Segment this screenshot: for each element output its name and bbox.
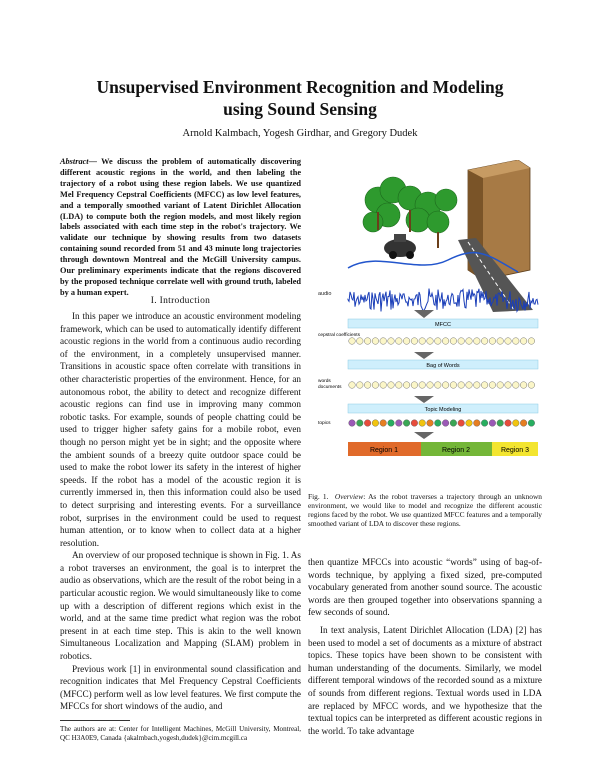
token-circle	[419, 420, 426, 427]
token-circle	[427, 338, 434, 345]
token-circle	[349, 338, 356, 345]
abstract-label: Abstract	[60, 157, 89, 166]
token-circle	[513, 420, 520, 427]
right-column	[308, 556, 542, 737]
cepstral-coefficients-row	[349, 338, 535, 345]
token-circle	[458, 420, 465, 427]
token-circle	[513, 382, 520, 389]
paragraph: then quantize MFCCs into acoustic “words” using of bag-of-words technique, by applying a fixed sized, pre-computed vocabulary generated from another sound source. The acoustic words are then grouped together into observations spanning a few seconds of sound.	[308, 557, 542, 618]
token-circle	[442, 382, 449, 389]
token-circle	[466, 338, 473, 345]
figure-caption	[308, 492, 542, 528]
label-audio: audio	[318, 291, 332, 297]
token-circle	[396, 338, 403, 345]
token-circle	[427, 382, 434, 389]
title-line-1: Unsupervised Environment Recognition and Modeling	[96, 77, 504, 97]
token-circle	[396, 420, 403, 427]
token-circle	[372, 382, 379, 389]
token-circle	[372, 420, 379, 427]
token-circle	[458, 338, 465, 345]
token-circle	[349, 420, 356, 427]
token-circle	[442, 338, 449, 345]
token-circle	[388, 382, 395, 389]
words-row	[349, 382, 535, 389]
token-circle	[349, 382, 356, 389]
bar-topic: Topic Modeling	[424, 407, 462, 413]
token-circle	[481, 338, 488, 345]
authors: Arnold Kalmbach, Yogesh Girdhar, and Gregory Dudek	[182, 128, 418, 139]
region-2-label: Region 2	[441, 447, 471, 454]
bar-bow: Bag of Words	[426, 363, 460, 369]
token-circle	[435, 420, 442, 427]
token-circle	[489, 382, 496, 389]
label-cepstral: cepstral coefficients	[318, 333, 361, 338]
section-heading: I. Introduction	[150, 296, 211, 306]
token-circle	[458, 382, 465, 389]
token-circle	[450, 382, 457, 389]
token-circle	[520, 420, 527, 427]
token-circle	[520, 338, 527, 345]
token-circle	[489, 338, 496, 345]
footnote: The authors are at: Center for Intelligent Machines, McGill University, Montreal, QC H3A0E9, Canada {akalmbach,yogesh,dudek}@cim.mcgill.ca	[60, 725, 301, 742]
token-circle	[427, 420, 434, 427]
token-circle	[357, 382, 364, 389]
token-circle	[380, 420, 387, 427]
paragraph: An overview of our proposed technique is shown in Fig. 1. As a robot traverses an environment, the goal is to interpret the audio as observations, which are the result of the robot being in a particular acoustic region. We would simultaneously like to come up with a description of different regions which exist in the world, and at the same time predict what region was the robot present in at each time step. This is akin to the well known Simultaneous Localization and Mapping (SLAM) problem in robotics.	[60, 550, 301, 662]
region-3-label: Region 3	[500, 447, 530, 454]
token-circle	[364, 338, 371, 345]
paragraph: In text analysis, Latent Dirichlet Allocation (LDA) [2] has been used to model a set of documents as a mixture of abstract topics. These topics have been shown to be consistent with human understanding of the documents. Similarly, we model different temporal windows of the recorded sound as a mixture of sounds from different regions. Textual words used in LDA are replaced by MFCC words, and we hypothesize that the textual topics can be interpreted as different acoustic regions in the world. To take advantage	[308, 624, 542, 736]
token-circle	[396, 382, 403, 389]
token-circle	[435, 338, 442, 345]
robot-icon	[384, 234, 416, 259]
token-circle	[411, 420, 418, 427]
token-circle	[481, 382, 488, 389]
paragraph: In this paper we introduce an acoustic environment modeling framework, which can be used to automatically identify different acoustic regions in the world from a continuous audio recording of the environment, in a completely unsupervised manner. Transitions in acoustic space often correlate with transitions in other characteristic properties of the environment. Hence, for an autonomous robot, the ability to detect and recognize different acoustic regions can find use in improving many common robotic tasks. For example, sounds of people chatting could be used to trigger higher safety gains for a mobile robot, even though no person might yet be in sight; and the opposite where the ambient sounds of a breezy quite outdoor space could be used to make the robot lower its safety in the interest of higher speeds. If the robot has a model of the acoustic region it is currently immersed in, then this information could also be used to detect surprising and interesting events. For a surveillance robot, surprises in the environment could be used to request human attention, or to know when to collect data at a higher resolution.	[60, 311, 301, 548]
region-1-label: Region 1	[369, 447, 399, 454]
token-circle	[474, 420, 481, 427]
token-circle	[419, 382, 426, 389]
token-circle	[520, 382, 527, 389]
token-circle	[419, 338, 426, 345]
token-circle	[450, 420, 457, 427]
caption-label: Fig. 1.	[308, 492, 329, 501]
token-circle	[450, 338, 457, 345]
arrow	[414, 310, 434, 318]
token-circle	[497, 420, 504, 427]
token-circle	[505, 382, 512, 389]
token-circle	[528, 382, 535, 389]
caption-text: : As the robot traverses a trajectory through an unknown environment, we would like to model and recognize the different acoustic regions faced by the robot. We use quantized MFCC features and a temporally smoothed variant of LDA to discover these regions.	[308, 492, 542, 528]
token-circle	[489, 420, 496, 427]
token-circle	[528, 420, 535, 427]
token-circle	[497, 382, 504, 389]
bar-mfcc: MFCC	[435, 322, 451, 328]
token-circle	[466, 382, 473, 389]
footnote-rule	[60, 720, 130, 721]
token-circle	[528, 338, 535, 345]
token-circle	[388, 338, 395, 345]
token-circle	[474, 338, 481, 345]
token-circle	[403, 382, 410, 389]
token-circle	[505, 420, 512, 427]
token-circle	[442, 420, 449, 427]
token-circle	[388, 420, 395, 427]
abstract-text: — We discuss the problem of automatically discovering different acoustic regions in the world, and then labeling the trajectory of a robot using these region labels. We use quantized Mel Frequency Cepstral Coefficients (MFCC) as low level features, and a temporally smoothed variant of Latent Dirichlet Allocation (LDA) to compute both the region models, and most likely region labels associated with each time step in the robot's trajectory. We validate our technique by showing results from two datasets containing sound recorded from 51 and 43 minute long trajectories through downtown Montreal and the McGill University campus. Our preliminary experiments indicate that the regions discovered by the proposed technique correlate well with ground truth, labeled by a human expert.	[60, 157, 301, 297]
token-circle	[364, 382, 371, 389]
token-circle	[474, 382, 481, 389]
token-circle	[466, 420, 473, 427]
token-circle	[380, 382, 387, 389]
token-circle	[357, 420, 364, 427]
token-circle	[403, 420, 410, 427]
token-circle	[403, 338, 410, 345]
token-circle	[435, 382, 442, 389]
paper-title	[60, 76, 540, 120]
token-circle	[357, 338, 364, 345]
label-words: words	[318, 379, 331, 384]
abstract	[60, 157, 301, 299]
title-line-2: using Sound Sensing	[223, 99, 377, 119]
label-topics: topics	[318, 421, 331, 426]
token-circle	[411, 382, 418, 389]
paragraph: Previous work [1] in environmental sound classification and recognition indicates that Mel Frequency Cepstral Coefficients (MFCC) perform well as low level features. We first compute the MFCCs for short windows of the audio, and	[60, 663, 301, 712]
token-circle	[411, 338, 418, 345]
label-documents: documents	[318, 385, 342, 390]
token-circle	[364, 420, 371, 427]
token-circle	[372, 338, 379, 345]
token-circle	[380, 338, 387, 345]
topics-row	[349, 420, 535, 427]
caption-italic: Overview	[334, 492, 364, 501]
token-circle	[513, 338, 520, 345]
left-column	[60, 310, 301, 713]
overview-figure	[318, 160, 540, 485]
token-circle	[497, 338, 504, 345]
token-circle	[505, 338, 512, 345]
token-circle	[481, 420, 488, 427]
